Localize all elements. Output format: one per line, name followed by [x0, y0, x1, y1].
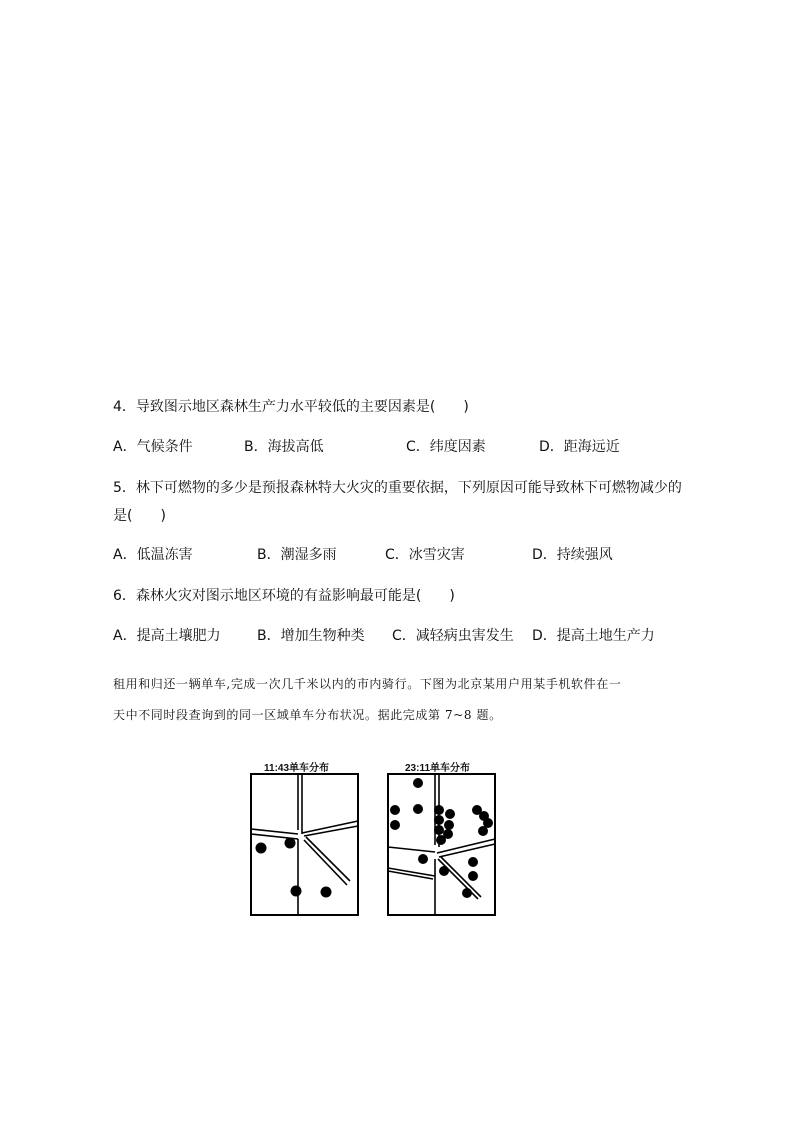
q4-option-a: A．气候条件 [113, 439, 193, 455]
bike-cluster-marker [436, 835, 446, 845]
bike-cluster-marker [285, 838, 296, 849]
q6-option-c: C．减轻病虫害发生 [392, 628, 514, 644]
bike-cluster-marker [444, 820, 454, 830]
bike-cluster-marker [478, 826, 488, 836]
right-bike-map [387, 773, 497, 917]
intro-line-2: 天中不同时段查询到的同一区域单车分布状况。据此完成第 7~8 题。 [113, 708, 502, 722]
question-5-stem-line2: 是( ) [113, 508, 166, 524]
left-bike-map [250, 773, 360, 917]
bike-cluster-marker [390, 805, 400, 815]
bike-cluster-marker [256, 843, 267, 854]
question-4-stem: 4．导致图示地区森林生产力水平较低的主要因素是( ) [113, 399, 469, 415]
q5-option-d: D．持续强风 [532, 547, 613, 563]
q4-option-c: C．纬度因素 [406, 439, 486, 455]
q6-option-a: A．提高土壤肥力 [113, 628, 221, 644]
bike-cluster-marker [321, 887, 332, 898]
bike-cluster-marker [462, 888, 472, 898]
question-6-stem: 6．森林火灾对图示地区环境的有益影响最可能是( ) [113, 588, 455, 604]
q6-option-b: B．增加生物种类 [257, 628, 365, 644]
bike-cluster-marker [439, 866, 449, 876]
bike-cluster-marker [413, 778, 423, 788]
bike-cluster-marker [418, 854, 428, 864]
right-map-title: 23:11单车分布 [405, 763, 471, 774]
left-map-frame [251, 774, 358, 915]
bike-cluster-marker [445, 809, 455, 819]
bike-cluster-marker [468, 871, 478, 881]
q5-option-a: A．低温冻害 [113, 547, 193, 563]
q4-option-b: B．海拔高低 [244, 439, 324, 455]
q6-option-d: D．提高土地生产力 [532, 628, 655, 644]
q5-option-b: B．潮湿多雨 [257, 547, 337, 563]
bike-cluster-marker [434, 805, 444, 815]
q4-option-d: D．距海远近 [539, 439, 620, 455]
bike-cluster-marker [434, 815, 444, 825]
intro-line-1: 租用和归还一辆单车,完成一次几千米以内的市内骑行。下图为北京某用户用某手机软件在一 [113, 677, 622, 691]
left-map-title: 11:43单车分布 [264, 763, 330, 774]
bike-cluster-marker [390, 820, 400, 830]
bike-cluster-marker [291, 886, 302, 897]
bike-cluster-marker [468, 857, 478, 867]
bike-cluster-marker [413, 804, 423, 814]
bike-cluster-marker [434, 825, 444, 835]
question-5-stem-line1: 5．林下可燃物的多少是预报森林特大火灾的重要依据，下列原因可能导致林下可燃物减少的 [113, 480, 682, 496]
q5-option-c: C．冰雪灾害 [385, 547, 465, 563]
